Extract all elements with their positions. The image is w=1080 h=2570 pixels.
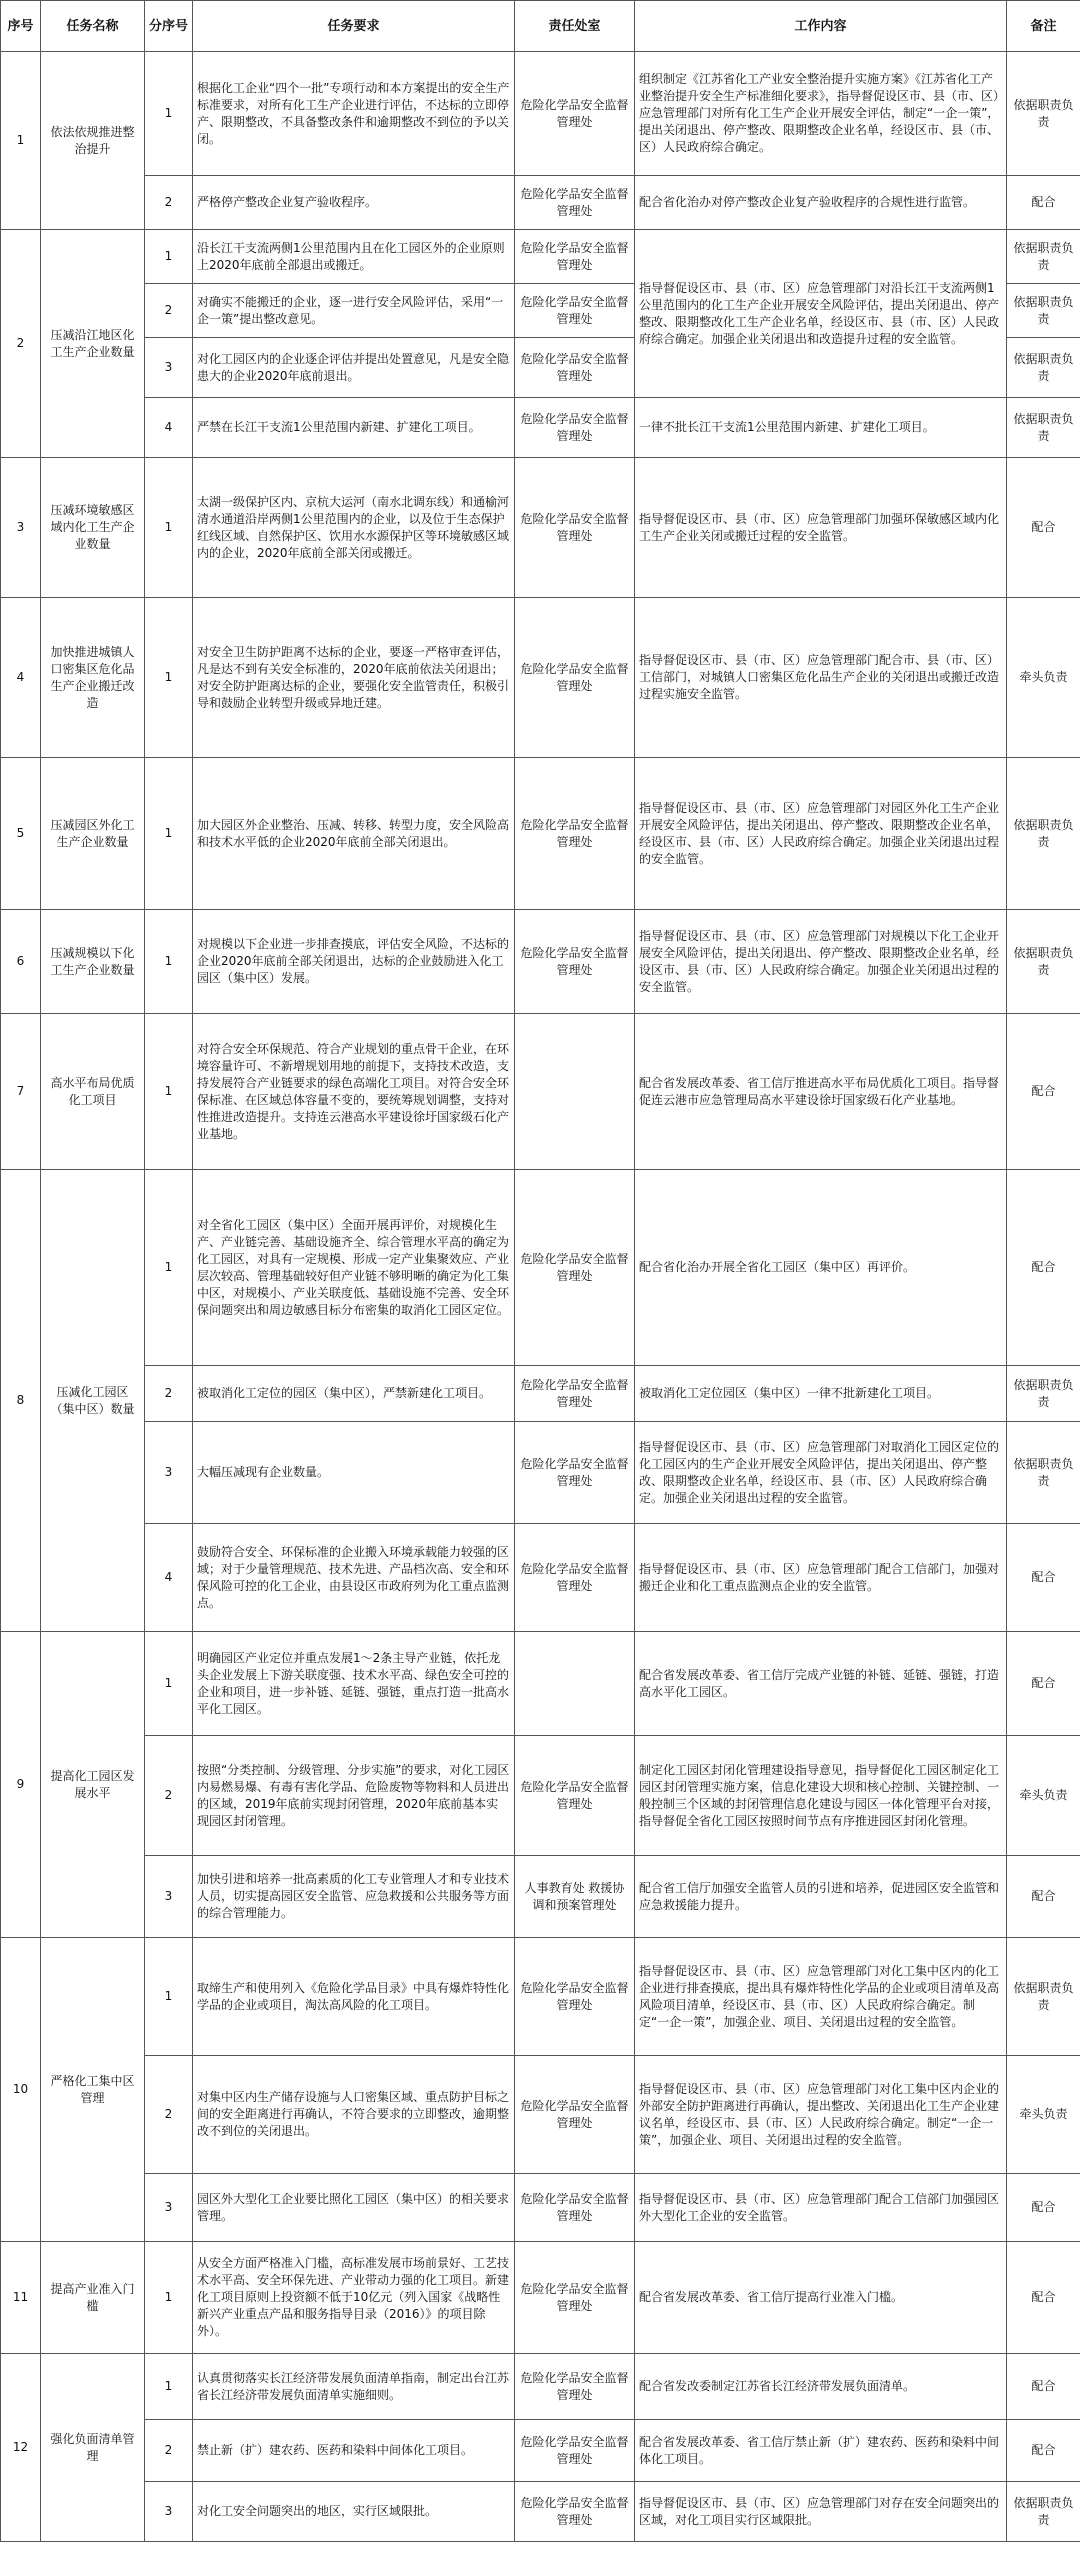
content: 一律不批长江干支流1公里范围内新建、扩建化工项目。 bbox=[635, 398, 1007, 458]
sub-no: 3 bbox=[145, 2174, 193, 2242]
sub-no: 1 bbox=[145, 52, 193, 176]
table-row bbox=[1, 2242, 1080, 2354]
requirement: 加快引进和培养一批高素质的化工专业管理人才和专业技术人员，切实提高园区安全监管、应急救援和公共服务等方面的综合管理能力。 bbox=[193, 1856, 515, 1938]
content: 指导督促设区市、县（市、区）应急管理部门对规模以下化工企业开展安全风险评估，提出关闭退出、停产整改、限期整改企业名单，经设区市、县（市、区）人民政府综合确定。加强企业关闭退出过程的安全监管。 bbox=[635, 910, 1007, 1014]
task-no: 4 bbox=[1, 598, 41, 758]
content: 配合省发改委制定江苏省长江经济带发展负面清单。 bbox=[635, 2354, 1007, 2420]
department bbox=[515, 1632, 635, 1736]
table-row bbox=[1, 1938, 1080, 2056]
sub-no: 2 bbox=[145, 1736, 193, 1856]
task-name: 压减化工园区（集中区）数量 bbox=[41, 1170, 145, 1632]
remark: 依据职责负责 bbox=[1007, 338, 1080, 398]
remark: 配合 bbox=[1007, 2420, 1080, 2482]
header-task-name: 任务名称 bbox=[41, 1, 145, 52]
table-row bbox=[1, 758, 1080, 910]
requirement: 园区外大型化工企业要比照化工园区（集中区）的相关要求管理。 bbox=[193, 2174, 515, 2242]
task-no: 3 bbox=[1, 458, 41, 598]
department: 危险化学品安全监督管理处 bbox=[515, 1422, 635, 1524]
sub-no: 1 bbox=[145, 1014, 193, 1170]
sub-no: 4 bbox=[145, 398, 193, 458]
requirement: 严禁在长江干支流1公里范围内新建、扩建化工项目。 bbox=[193, 398, 515, 458]
content: 配合省化治办对停产整改企业复产验收程序的合规性进行监管。 bbox=[635, 176, 1007, 230]
sub-no: 2 bbox=[145, 1366, 193, 1422]
department: 危险化学品安全监督管理处 bbox=[515, 1524, 635, 1632]
task-no: 2 bbox=[1, 230, 41, 458]
content: 指导督促设区市、县（市、区）应急管理部门配合市、县（市、区）工信部门，对城镇人口密集区危化品生产企业的关闭退出或搬迁改造过程实施安全监管。 bbox=[635, 598, 1007, 758]
remark: 依据职责负责 bbox=[1007, 398, 1080, 458]
department: 危险化学品安全监督管理处 bbox=[515, 910, 635, 1014]
task-no: 7 bbox=[1, 1014, 41, 1170]
department: 危险化学品安全监督管理处 bbox=[515, 284, 635, 338]
content: 组织制定《江苏省化工产业安全整治提升实施方案》《江苏省化工产业整治提升安全生产标准细化要求》，指导督促设区市、县（市、区）应急管理部门对所有化工生产企业开展安全评估，制定“一企一策”，提出关闭退出、停产整改、限期整改企业名单，经设区市、县（市、区）人民政府综合确定。 bbox=[635, 52, 1007, 176]
requirement: 鼓励符合安全、环保标准的企业搬入环境承载能力较强的区域；对于少量管理规范、技术先进、产品档次高、安全和环保风险可控的化工企业，由县设区市政府列为化工重点监测点。 bbox=[193, 1524, 515, 1632]
department: 危险化学品安全监督管理处 bbox=[515, 398, 635, 458]
department: 危险化学品安全监督管理处 bbox=[515, 758, 635, 910]
content: 指导督促设区市、县（市、区）应急管理部门对存在安全问题突出的区域，对化工项目实行区域限批。 bbox=[635, 2482, 1007, 2542]
remark: 配合 bbox=[1007, 1524, 1080, 1632]
header-department: 责任处室 bbox=[515, 1, 635, 52]
requirement: 认真贯彻落实长江经济带发展负面清单指南，制定出台江苏省长江经济带发展负面清单实施细则。 bbox=[193, 2354, 515, 2420]
department: 人事教育处 救援协调和预案管理处 bbox=[515, 1856, 635, 1938]
task-no: 6 bbox=[1, 910, 41, 1014]
content: 指导督促设区市、县（市、区）应急管理部门配合工信部门加强园区外大型化工企业的安全监管。 bbox=[635, 2174, 1007, 2242]
table-row bbox=[1, 1422, 1080, 1524]
remark: 依据职责负责 bbox=[1007, 758, 1080, 910]
requirement: 按照“分类控制、分级管理、分步实施”的要求，对化工园区内易燃易爆、有毒有害化学品、危险废物等物料和人员进出的区域，2019年底前实现封闭管理，2020年底前基本实现园区封闭管理。 bbox=[193, 1736, 515, 1856]
header-no: 序号 bbox=[1, 1, 41, 52]
sub-no: 2 bbox=[145, 176, 193, 230]
table-row bbox=[1, 598, 1080, 758]
department: 危险化学品安全监督管理处 bbox=[515, 2242, 635, 2354]
sub-no: 1 bbox=[145, 1632, 193, 1736]
table-row bbox=[1, 2056, 1080, 2174]
task-name: 高水平布局优质化工项目 bbox=[41, 1014, 145, 1170]
sub-no: 1 bbox=[145, 910, 193, 1014]
remark: 依据职责负责 bbox=[1007, 52, 1080, 176]
requirement: 对化工园区内的企业逐企评估并提出处置意见，凡是安全隐患大的企业2020年底前退出。 bbox=[193, 338, 515, 398]
remark: 配合 bbox=[1007, 2174, 1080, 2242]
remark: 牵头负责 bbox=[1007, 1736, 1080, 1856]
department: 危险化学品安全监督管理处 bbox=[515, 1938, 635, 2056]
sub-no: 2 bbox=[145, 284, 193, 338]
department: 危险化学品安全监督管理处 bbox=[515, 1170, 635, 1366]
content: 配合省发展改革委、省工信厅完成产业链的补链、延链、强链，打造高水平化工园区。 bbox=[635, 1632, 1007, 1736]
department: 危险化学品安全监督管理处 bbox=[515, 176, 635, 230]
table-row bbox=[1, 1632, 1080, 1736]
content: 指导督促设区市、县（市、区）应急管理部门对沿长江干支流两侧1公里范围内的化工生产企业开展安全风险评估，提出关闭退出、停产整改、限期整改化工生产企业名单，经设区市、县（市、区）人民政府综合确定。加强企业关闭退出和改造提升过程的安全监管。 bbox=[635, 230, 1007, 398]
table-row bbox=[1, 1736, 1080, 1856]
requirement: 明确园区产业定位并重点发展1～2条主导产业链，依托龙头企业发展上下游关联度强、技术水平高、绿色安全可控的企业和项目，进一步补链、延链、强链，重点打造一批高水平化工园区。 bbox=[193, 1632, 515, 1736]
task-name: 压减规模以下化工生产企业数量 bbox=[41, 910, 145, 1014]
remark: 依据职责负责 bbox=[1007, 230, 1080, 284]
remark: 依据职责负责 bbox=[1007, 1938, 1080, 2056]
task-name: 依法依规推进整治提升 bbox=[41, 52, 145, 230]
remark: 配合 bbox=[1007, 458, 1080, 598]
sub-no: 3 bbox=[145, 2482, 193, 2542]
content: 制定化工园区封闭化管理建设指导意见，指导督促化工园区制定化工园区封闭管理实施方案，信息化建设大坝和核心控制、关键控制、一般控制三个区域的封闭管理信息化建设与园区一体化管理平台对接，指导督促全省化工园区按照时间节点有序推进园区封闭化管理。 bbox=[635, 1736, 1007, 1856]
remark: 配合 bbox=[1007, 1632, 1080, 1736]
sub-no: 3 bbox=[145, 1856, 193, 1938]
content: 指导督促设区市、县（市、区）应急管理部门对化工集中区内的化工企业进行排查摸底，提出具有爆炸特性化学品的企业或项目清单及高风险项目清单，经设区市、县（市、区）人民政府综合确定。制定“一企一策”，加强企业、项目、关闭退出过程的安全监管。 bbox=[635, 1938, 1007, 2056]
content: 指导督促设区市、县（市、区）应急管理部门配合工信部门，加强对搬迁企业和化工重点监测点企业的安全监管。 bbox=[635, 1524, 1007, 1632]
table-row bbox=[1, 1170, 1080, 1366]
department: 危险化学品安全监督管理处 bbox=[515, 338, 635, 398]
sub-no: 1 bbox=[145, 1938, 193, 2056]
task-no: 9 bbox=[1, 1632, 41, 1938]
remark: 配合 bbox=[1007, 2354, 1080, 2420]
requirement: 取缔生产和使用列入《危险化学品目录》中具有爆炸特性化学品的企业或项目，淘汰高风险的化工项目。 bbox=[193, 1938, 515, 2056]
content: 配合省发展改革委、省工信厅提高行业准入门槛。 bbox=[635, 2242, 1007, 2354]
content: 配合省化治办开展全省化工园区（集中区）再评价。 bbox=[635, 1170, 1007, 1366]
remark: 依据职责负责 bbox=[1007, 1422, 1080, 1524]
task-name: 压减园区外化工生产企业数量 bbox=[41, 758, 145, 910]
table-row bbox=[1, 1524, 1080, 1632]
requirement: 禁止新（扩）建农药、医药和染料中间体化工项目。 bbox=[193, 2420, 515, 2482]
requirement: 对符合安全环保规范、符合产业规划的重点骨干企业，在环境容量许可、不新增规划用地的前提下，支持技术改造，支持发展符合产业链要求的绿色高端化工项目。对符合安全环保标准、在区域总体容量不变的，要统筹规划调整，支持对性推进改造提升。支持连云港高水平建设徐圩国家级石化产业基地。 bbox=[193, 1014, 515, 1170]
task-no: 12 bbox=[1, 2354, 41, 2542]
sub-no: 1 bbox=[145, 2242, 193, 2354]
table-row bbox=[1, 2354, 1080, 2420]
sub-no: 3 bbox=[145, 338, 193, 398]
department: 危险化学品安全监督管理处 bbox=[515, 2482, 635, 2542]
task-name: 加快推进城镇人口密集区危化品生产企业搬迁改造 bbox=[41, 598, 145, 758]
header-remark: 备注 bbox=[1007, 1, 1080, 52]
remark: 配合 bbox=[1007, 1170, 1080, 1366]
remark: 依据职责负责 bbox=[1007, 284, 1080, 338]
task-name: 压减环境敏感区域内化工生产企业数量 bbox=[41, 458, 145, 598]
task-name: 提高产业准入门槛 bbox=[41, 2242, 145, 2354]
remark: 配合 bbox=[1007, 176, 1080, 230]
content: 配合省发展改革委、省工信厅推进高水平布局优质化工项目。指导督促连云港市应急管理局高水平建设徐圩国家级石化产业基地。 bbox=[635, 1014, 1007, 1170]
header-content: 工作内容 bbox=[635, 1, 1007, 52]
remark: 牵头负责 bbox=[1007, 2056, 1080, 2174]
sub-no: 3 bbox=[145, 1422, 193, 1524]
header-sub-no: 分序号 bbox=[145, 1, 193, 52]
sub-no: 4 bbox=[145, 1524, 193, 1632]
table-row bbox=[1, 1366, 1080, 1422]
department: 危险化学品安全监督管理处 bbox=[515, 230, 635, 284]
requirement: 根据化工企业“四个一批”专项行动和本方案提出的安全生产标准要求，对所有化工生产企业进行评估，不达标的立即停产、限期整改，不具备整改条件和逾期整改不到位的予以关闭。 bbox=[193, 52, 515, 176]
sub-no: 1 bbox=[145, 2354, 193, 2420]
task-no: 8 bbox=[1, 1170, 41, 1632]
content: 配合省发展改革委、省工信厅禁止新（扩）建农药、医药和染料中间体化工项目。 bbox=[635, 2420, 1007, 2482]
content: 被取消化工定位园区（集中区）一律不批新建化工项目。 bbox=[635, 1366, 1007, 1422]
remark: 配合 bbox=[1007, 1014, 1080, 1170]
table-row bbox=[1, 176, 1080, 230]
table-row bbox=[1, 1856, 1080, 1938]
task-no: 5 bbox=[1, 758, 41, 910]
task-no: 11 bbox=[1, 2242, 41, 2354]
task-name: 提高化工园区发展水平 bbox=[41, 1632, 145, 1938]
remark: 依据职责负责 bbox=[1007, 2482, 1080, 2542]
department: 危险化学品安全监督管理处 bbox=[515, 52, 635, 176]
remark: 配合 bbox=[1007, 1856, 1080, 1938]
department: 危险化学品安全监督管理处 bbox=[515, 1736, 635, 1856]
table-row bbox=[1, 52, 1080, 176]
sub-no: 2 bbox=[145, 2056, 193, 2174]
requirement: 严格停产整改企业复产验收程序。 bbox=[193, 176, 515, 230]
requirement: 对安全卫生防护距离不达标的企业，要逐一严格审查评估，凡是达不到有关安全标准的，2020年底前依法关闭退出；对安全防护距离达标的企业，要强化安全监管责任，积极引导和鼓励企业转型升级或异地迁建。 bbox=[193, 598, 515, 758]
table-row bbox=[1, 2420, 1080, 2482]
task-name: 压减沿江地区化工生产企业数量 bbox=[41, 230, 145, 458]
task-name: 严格化工集中区管理 bbox=[41, 1938, 145, 2242]
requirement: 对全省化工园区（集中区）全面开展再评价，对规模化生产、产业链完善、基础设施齐全、综合管理水平高的确定为化工园区，对具有一定规模、形成一定产业集聚效应、产业层次较高、管理基础较好但产业链不够明晰的确定为化工集中区，对规模小、产业关联度低、基础设施不完善、安全环保问题突出和周边敏感目标分布密集的取消化工园区定位。 bbox=[193, 1170, 515, 1366]
department: 危险化学品安全监督管理处 bbox=[515, 598, 635, 758]
header-row bbox=[1, 1, 1080, 52]
department: 危险化学品安全监督管理处 bbox=[515, 458, 635, 598]
requirement: 被取消化工定位的园区（集中区），严禁新建化工项目。 bbox=[193, 1366, 515, 1422]
sub-no: 1 bbox=[145, 458, 193, 598]
remark: 依据职责负责 bbox=[1007, 1366, 1080, 1422]
content: 配合省工信厅加强安全监管人员的引进和培养，促进园区安全监管和应急救援能力提升。 bbox=[635, 1856, 1007, 1938]
requirement: 从安全方面严格准入门槛，高标准发展市场前景好、工艺技术水平高、安全环保先进、产业带动力强的化工项目。新建化工项目原则上投资额不低于10亿元（列入国家《战略性新兴产业重点产品和服务指导目录（2016）》的项目除外）。 bbox=[193, 2242, 515, 2354]
requirement: 大幅压减现有企业数量。 bbox=[193, 1422, 515, 1524]
table-row bbox=[1, 910, 1080, 1014]
requirement: 对规模以下企业进一步排查摸底，评估安全风险，不达标的企业2020年底前全部关闭退出，达标的企业鼓励进入化工园区（集中区）发展。 bbox=[193, 910, 515, 1014]
content: 指导督促设区市、县（市、区）应急管理部门对化工集中区内企业的外部安全防护距离进行再确认，提出整改、关闭退出化工生产企业建议名单，经设区市、县（市、区）人民政府综合确定。制定“一企一策”，加强企业、项目、关闭退出过程的安全监管。 bbox=[635, 2056, 1007, 2174]
sub-no: 1 bbox=[145, 598, 193, 758]
task-no: 10 bbox=[1, 1938, 41, 2242]
sub-no: 1 bbox=[145, 758, 193, 910]
task-name: 强化负面清单管理 bbox=[41, 2354, 145, 2542]
requirement: 对集中区内生产储存设施与人口密集区域、重点防护目标之间的安全距离进行再确认，不符合要求的立即整改，逾期整改不到位的关闭退出。 bbox=[193, 2056, 515, 2174]
table-row bbox=[1, 230, 1080, 284]
task-no: 1 bbox=[1, 52, 41, 230]
department: 危险化学品安全监督管理处 bbox=[515, 1366, 635, 1422]
header-requirement: 任务要求 bbox=[193, 1, 515, 52]
department: 危险化学品安全监督管理处 bbox=[515, 2056, 635, 2174]
department: 危险化学品安全监督管理处 bbox=[515, 2420, 635, 2482]
department: 危险化学品安全监督管理处 bbox=[515, 2174, 635, 2242]
department bbox=[515, 1014, 635, 1170]
requirement: 太湖一级保护区内、京杭大运河（南水北调东线）和通榆河清水通道沿岸两侧1公里范围内的企业，以及位于生态保护红线区域、自然保护区、饮用水水源保护区等环境敏感区域内的企业，2020年底前全部关闭或搬迁。 bbox=[193, 458, 515, 598]
content: 指导督促设区市、县（市、区）应急管理部门对取消化工园区定位的化工园区内的生产企业开展安全风险评估，提出关闭退出、停产整改、限期整改企业名单，经设区市、县（市、区）人民政府综合确定。加强企业关闭退出过程的安全监管。 bbox=[635, 1422, 1007, 1524]
table-row bbox=[1, 2174, 1080, 2242]
remark: 依据职责负责 bbox=[1007, 910, 1080, 1014]
requirement: 沿长江干支流两侧1公里范围内且在化工园区外的企业原则上2020年底前全部退出或搬迁。 bbox=[193, 230, 515, 284]
table-row bbox=[1, 2482, 1080, 2542]
table-row bbox=[1, 1014, 1080, 1170]
remark: 配合 bbox=[1007, 2242, 1080, 2354]
remark: 牵头负责 bbox=[1007, 598, 1080, 758]
content: 指导督促设区市、县（市、区）应急管理部门加强环保敏感区域内化工生产企业关闭或搬迁过程的安全监管。 bbox=[635, 458, 1007, 598]
sub-no: 2 bbox=[145, 2420, 193, 2482]
sub-no: 1 bbox=[145, 230, 193, 284]
department: 危险化学品安全监督管理处 bbox=[515, 2354, 635, 2420]
requirement: 对确实不能搬迁的企业，逐一进行安全风险评估，采用“一企一策”提出整改意见。 bbox=[193, 284, 515, 338]
requirement: 加大园区外企业整治、压减、转移、转型力度，安全风险高和技术水平低的企业2020年底前全部关闭退出。 bbox=[193, 758, 515, 910]
table-row bbox=[1, 398, 1080, 458]
content: 指导督促设区市、县（市、区）应急管理部门对园区外化工生产企业开展安全风险评估，提出关闭退出、停产整改、限期整改企业名单，经设区市、县（市、区）人民政府综合确定。加强企业关闭退出过程的安全监管。 bbox=[635, 758, 1007, 910]
sub-no: 1 bbox=[145, 1170, 193, 1366]
table-row bbox=[1, 458, 1080, 598]
requirement: 对化工安全问题突出的地区，实行区域限批。 bbox=[193, 2482, 515, 2542]
